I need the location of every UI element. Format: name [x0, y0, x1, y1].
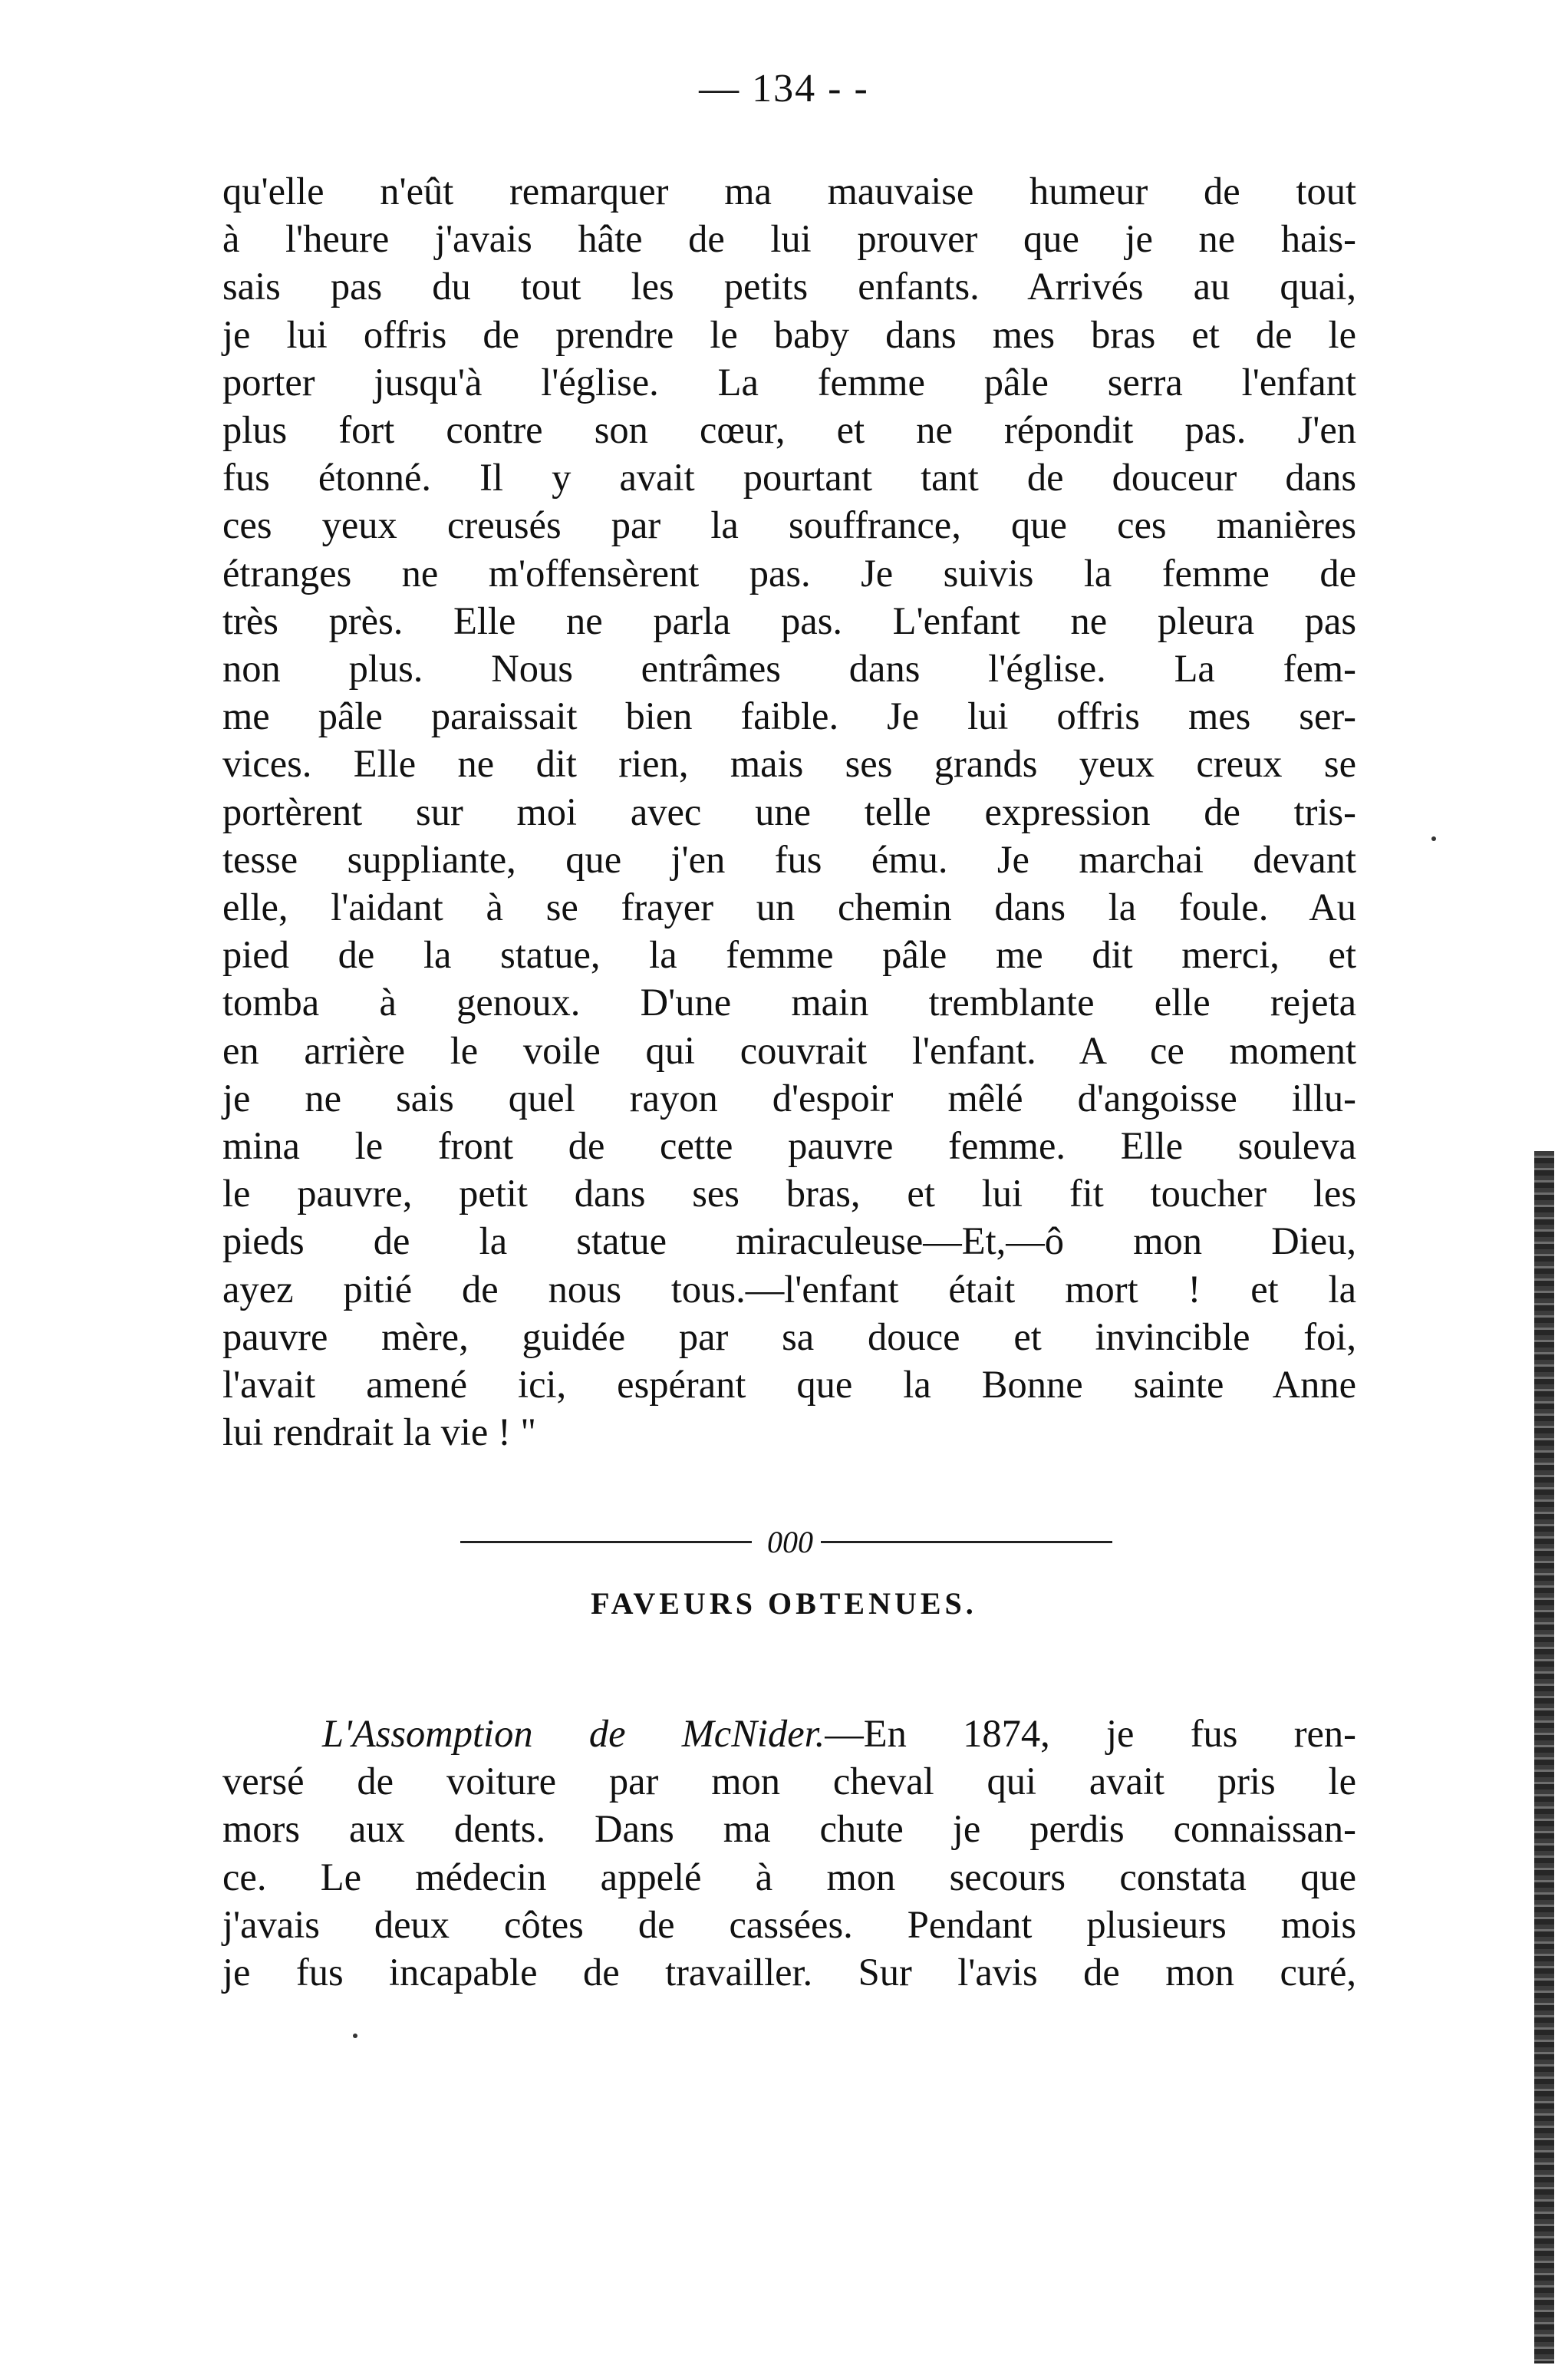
separator-ornament: 000 [767, 1525, 813, 1559]
text-line: plus fort contre son cœur, et ne répondit pas. J'en [222, 408, 1356, 452]
page-edge-shadow [1534, 1151, 1554, 2363]
section-title: FAVEURS OBTENUES. [591, 1586, 977, 1621]
text-line: sais pas du tout les petits enfants. Arrivés au quai, [222, 265, 1356, 308]
text-line: me pâle paraissait bien faible. Je lui offris mes ser- [222, 694, 1356, 738]
text-line: pieds de la statue miraculeuse—Et,—ô mon Dieu, [222, 1219, 1356, 1263]
text-line: qu'elle n'eût remarquer ma mauvaise humeur de tout [222, 170, 1356, 213]
testimony-title: L'Assomption de McNider. [322, 1712, 825, 1755]
page-number: — 134 - - [699, 67, 869, 111]
text-line: tomba à genoux. D'une main tremblante elle rejeta [222, 981, 1356, 1024]
text-line: mors aux dents. Dans ma chute je perdis connaissan- [222, 1807, 1356, 1851]
text-line: portèrent sur moi avec une telle expression de tris- [222, 790, 1356, 833]
text-line: ayez pitié de nous tous.—l'enfant était mort ! et la [222, 1267, 1356, 1311]
text-line: pied de la statue, la femme pâle me dit merci, et [222, 933, 1356, 977]
text-line [222, 1710, 1356, 1757]
text-line: porter jusqu'à l'église. La femme pâle serra l'enfant [222, 360, 1356, 404]
scan-speck [1431, 836, 1436, 841]
separator-rule-left [460, 1541, 752, 1543]
text-line: en arrière le voile qui couvrait l'enfant. A ce moment [222, 1028, 1356, 1072]
text-line: je ne sais quel rayon d'espoir mêlé d'angoisse illu- [222, 1076, 1356, 1120]
text-line: ces yeux creusés par la souffrance, que ces manières [222, 503, 1356, 547]
text-line: versé de voiture par mon cheval qui avait pris le [222, 1760, 1356, 1803]
text-line: à l'heure j'avais hâte de lui prouver que je ne hais- [222, 217, 1356, 261]
paragraph-2 [222, 1710, 1356, 1996]
paragraph-1 [222, 167, 1356, 1456]
text-line: étranges ne m'offensèrent pas. Je suivis la femme de [222, 551, 1356, 595]
text-line: mina le front de cette pauvre femme. Elle souleva [222, 1124, 1356, 1168]
testimony-text: —En 1874, je fus ren- [825, 1712, 1357, 1755]
text-line: lui rendrait la vie ! " [222, 1410, 537, 1454]
text-line: l'avait amené ici, espérant que la Bonne sainte Anne [222, 1363, 1356, 1407]
text-line: le pauvre, petit dans ses bras, et lui fit toucher les [222, 1172, 1356, 1216]
text-line: je fus incapable de travailler. Sur l'avis de mon curé, [222, 1951, 1356, 1994]
section-separator [460, 1527, 1112, 1558]
text-line: fus étonné. Il y avait pourtant tant de douceur dans [222, 456, 1356, 500]
text-line: tesse suppliante, que j'en fus ému. Je marchai devant [222, 837, 1356, 881]
text-line: très près. Elle ne parla pas. L'enfant ne pleura pas [222, 599, 1356, 642]
text-line: je lui offris de prendre le baby dans mes bras et de le [222, 312, 1356, 356]
text-line: non plus. Nous entrâmes dans l'église. La fem- [222, 647, 1356, 691]
text-line: j'avais deux côtes de cassées. Pendant plusieurs mois [222, 1902, 1356, 1946]
text-line: vices. Elle ne dit rien, mais ses grands yeux creux se [222, 742, 1356, 786]
text-line: pauvre mère, guidée par sa douce et invincible foi, [222, 1314, 1356, 1358]
text-line: elle, l'aidant à se frayer un chemin dans la foule. Au [222, 886, 1356, 929]
scan-speck [353, 2034, 357, 2038]
text-line: ce. Le médecin appelé à mon secours constata que [222, 1855, 1356, 1898]
separator-rule-right [821, 1541, 1112, 1543]
